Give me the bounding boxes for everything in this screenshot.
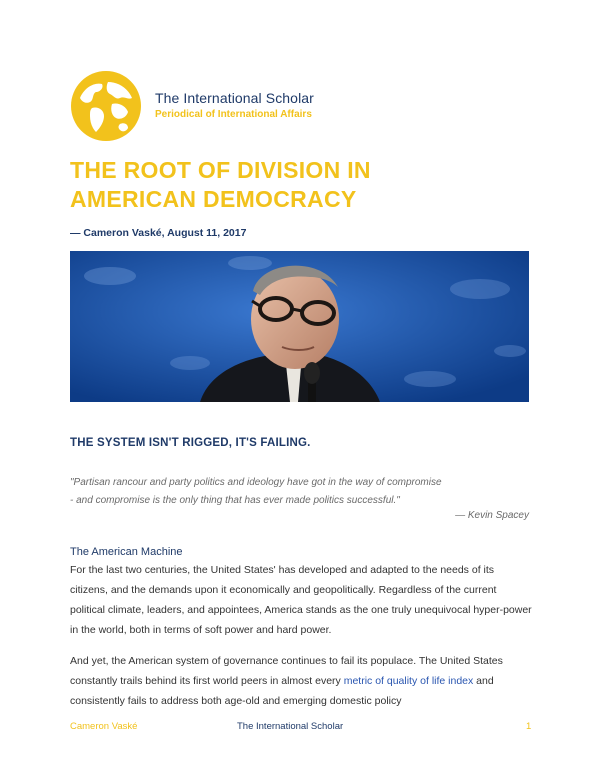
globe-logo-icon xyxy=(70,70,142,142)
quote-attribution: — Kevin Spacey xyxy=(455,510,529,521)
page-number: 1 xyxy=(526,721,532,732)
footer-publication: The International Scholar xyxy=(237,721,344,732)
speaker-photo-illustration xyxy=(70,251,529,402)
article-title-line2: AMERICAN DEMOCRACY xyxy=(70,186,357,212)
quality-of-life-link[interactable]: metric of quality of life index xyxy=(343,675,474,687)
paragraph-1: For the last two centuries, the United States' has developed and adapted to the needs of its citizens, and the demands upon it economically and geopolitically. Regardless of the current political climate, leaders, and appointees, America stands as the one truly unequivocal hyper-power in the world, both in terms of soft power and hard power. xyxy=(70,564,532,636)
article-title-line1: THE ROOT OF DIVISION IN xyxy=(70,157,371,183)
article-title xyxy=(70,156,530,214)
article-subhead: THE SYSTEM ISN'T RIGGED, IT'S FAILING. xyxy=(70,437,311,449)
pull-quote-line1: "Partisan rancour and party politics and ideology have got in the way of compromise xyxy=(70,477,442,488)
article-photo xyxy=(70,251,529,402)
paragraph-2-start: And yet, the American system of governance continues to fail its populace. The United States constantly trails behind its first world peers in almost every xyxy=(70,655,503,687)
paragraph-2-end: and consistently fails to address both age-old and emerging domestic policy xyxy=(70,675,494,707)
pull-quote-line2: - and compromise is the only thing that has ever made politics successful." xyxy=(70,495,400,506)
paragraph-2 xyxy=(70,651,532,711)
masthead xyxy=(155,89,314,121)
footer-author: Cameron Vaské xyxy=(70,721,138,732)
pull-quote xyxy=(70,474,530,510)
byline: — Cameron Vaské, August 11, 2017 xyxy=(70,227,247,239)
publication-tagline: Periodical of International Affairs xyxy=(155,109,312,120)
section-heading: The American Machine xyxy=(70,546,183,558)
publication-name: The International Scholar xyxy=(155,90,314,106)
